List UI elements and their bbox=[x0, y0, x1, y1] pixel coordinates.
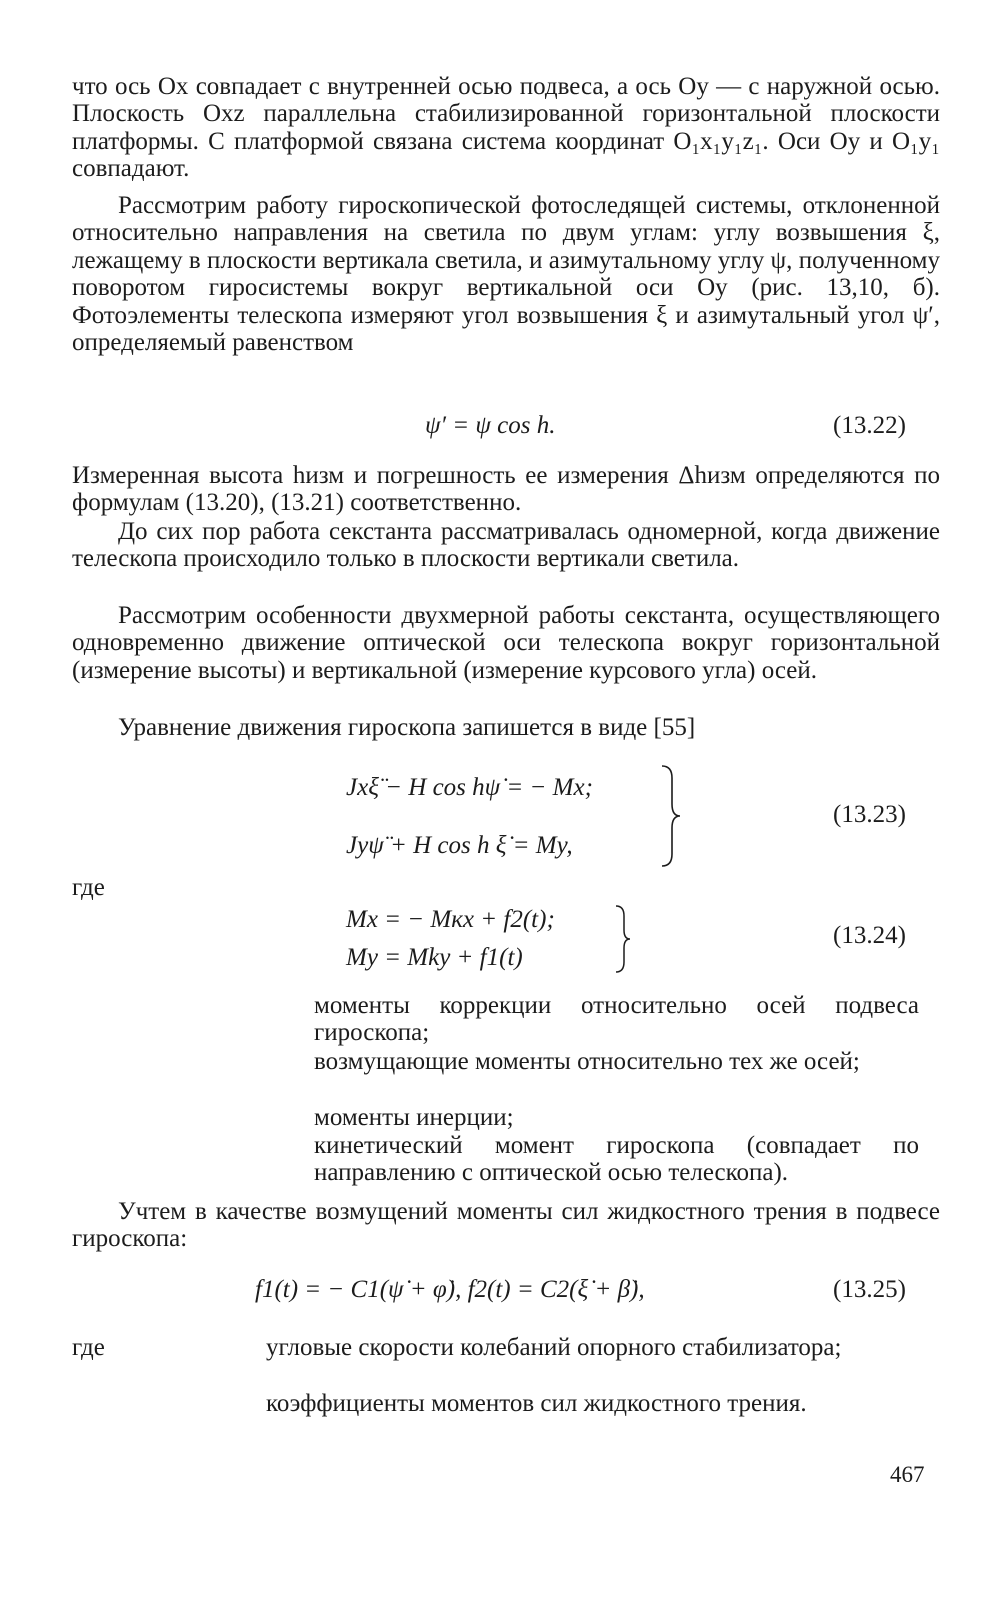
equation-13-23-line-1: Jxξ̈ − H cos hψ̇ = − Mx; bbox=[346, 774, 593, 801]
paragraph-5: Рассмотрим особенности двухмерной работы секстанта, осуществляющего одновременно движение оптической оси телескопа вокруг горизонтальной (измерение высоты) и вертикальной (измерение курсового угла) осей. bbox=[72, 602, 940, 684]
right-brace-13-23 bbox=[660, 764, 682, 868]
paragraph-6: Уравнение движения гироскопа запишется в виде [55] bbox=[118, 714, 696, 741]
equation-number-13-22: (13.22) bbox=[833, 412, 906, 439]
equation-number-13-24: (13.24) bbox=[833, 922, 906, 949]
def-text-friction-coefficients: коэффициенты моментов сил жидкостного трения. bbox=[266, 1390, 807, 1417]
paragraph-1: что ось Ox совпадает с внутренней осью подвеса, а ось Oy — с наружной осью. Плоскость Oxz параллельна стабилизированной горизонтальной плоскости платформы. С платформой связана система координат O₁x₁y₁z₁. Оси Oy и O₁y₁ совпадают. bbox=[72, 73, 940, 183]
where-label-1: где bbox=[72, 874, 105, 901]
equation-number-13-25: (13.25) bbox=[833, 1276, 906, 1303]
def-text-disturbing-moments: возмущающие моменты относительно тех же осей; bbox=[314, 1048, 860, 1075]
paragraph-7: Учтем в качестве возмущений моменты сил жидкостного трения в подвесе гироскопа: bbox=[72, 1198, 940, 1253]
paragraph-2: Рассмотрим работу гироскопической фотоследящей системы, отклоненной относительно направления на светила по двум углам: углу возвышения ξ, лежащему в плоскости вертикала светила, и азимутальному углу ψ, полученному поворотом гиросистемы вокруг вертикальной оси Oy (рис. 13,10, б). Фотоэлементы телескопа измеряют угол возвышения ξ и азимутальный угол ψ′, определяемый равенством bbox=[72, 192, 940, 357]
equation-13-23-line-2: Jyψ̈ + H cos h ξ̇ = My, bbox=[346, 832, 573, 859]
equation-13-25: f1(t) = − C1(ψ̇ + φ̇), f2(t) = C2(ξ̇ + β̇), bbox=[255, 1276, 645, 1303]
def-text-kinetic-moment: кинетический момент гироскопа (совпадает по направлению с оптической осью телескопа). bbox=[314, 1132, 919, 1187]
def-text-inertia-moments: моменты инерции; bbox=[314, 1104, 514, 1131]
right-brace-13-24 bbox=[614, 904, 632, 974]
def-text-correction-moments: моменты коррекции относительно осей подвеса гироскопа; bbox=[314, 992, 919, 1047]
equation-13-24-line-1: Mx = − Mкx + f2(t); bbox=[346, 906, 555, 933]
paragraph-3: Измеренная высота hизм и погрешность ее измерения Δhизм определяются по формулам (13.20), (13.21) соответственно. bbox=[72, 462, 940, 517]
equation-number-13-23: (13.23) bbox=[833, 801, 906, 828]
where-label-2: где bbox=[72, 1334, 105, 1361]
equation-13-24-line-2: My = Mky + f1(t) bbox=[346, 944, 523, 971]
def-text-angular-velocities: угловые скорости колебаний опорного стабилизатора; bbox=[266, 1334, 842, 1361]
equation-13-22: ψ′ = ψ cos h. bbox=[425, 412, 556, 439]
page-number: 467 bbox=[890, 1462, 925, 1487]
paragraph-4: До сих пор работа секстанта рассматривалась одномерной, когда движение телескопа происходило только в плоскости вертикали светила. bbox=[72, 518, 940, 573]
